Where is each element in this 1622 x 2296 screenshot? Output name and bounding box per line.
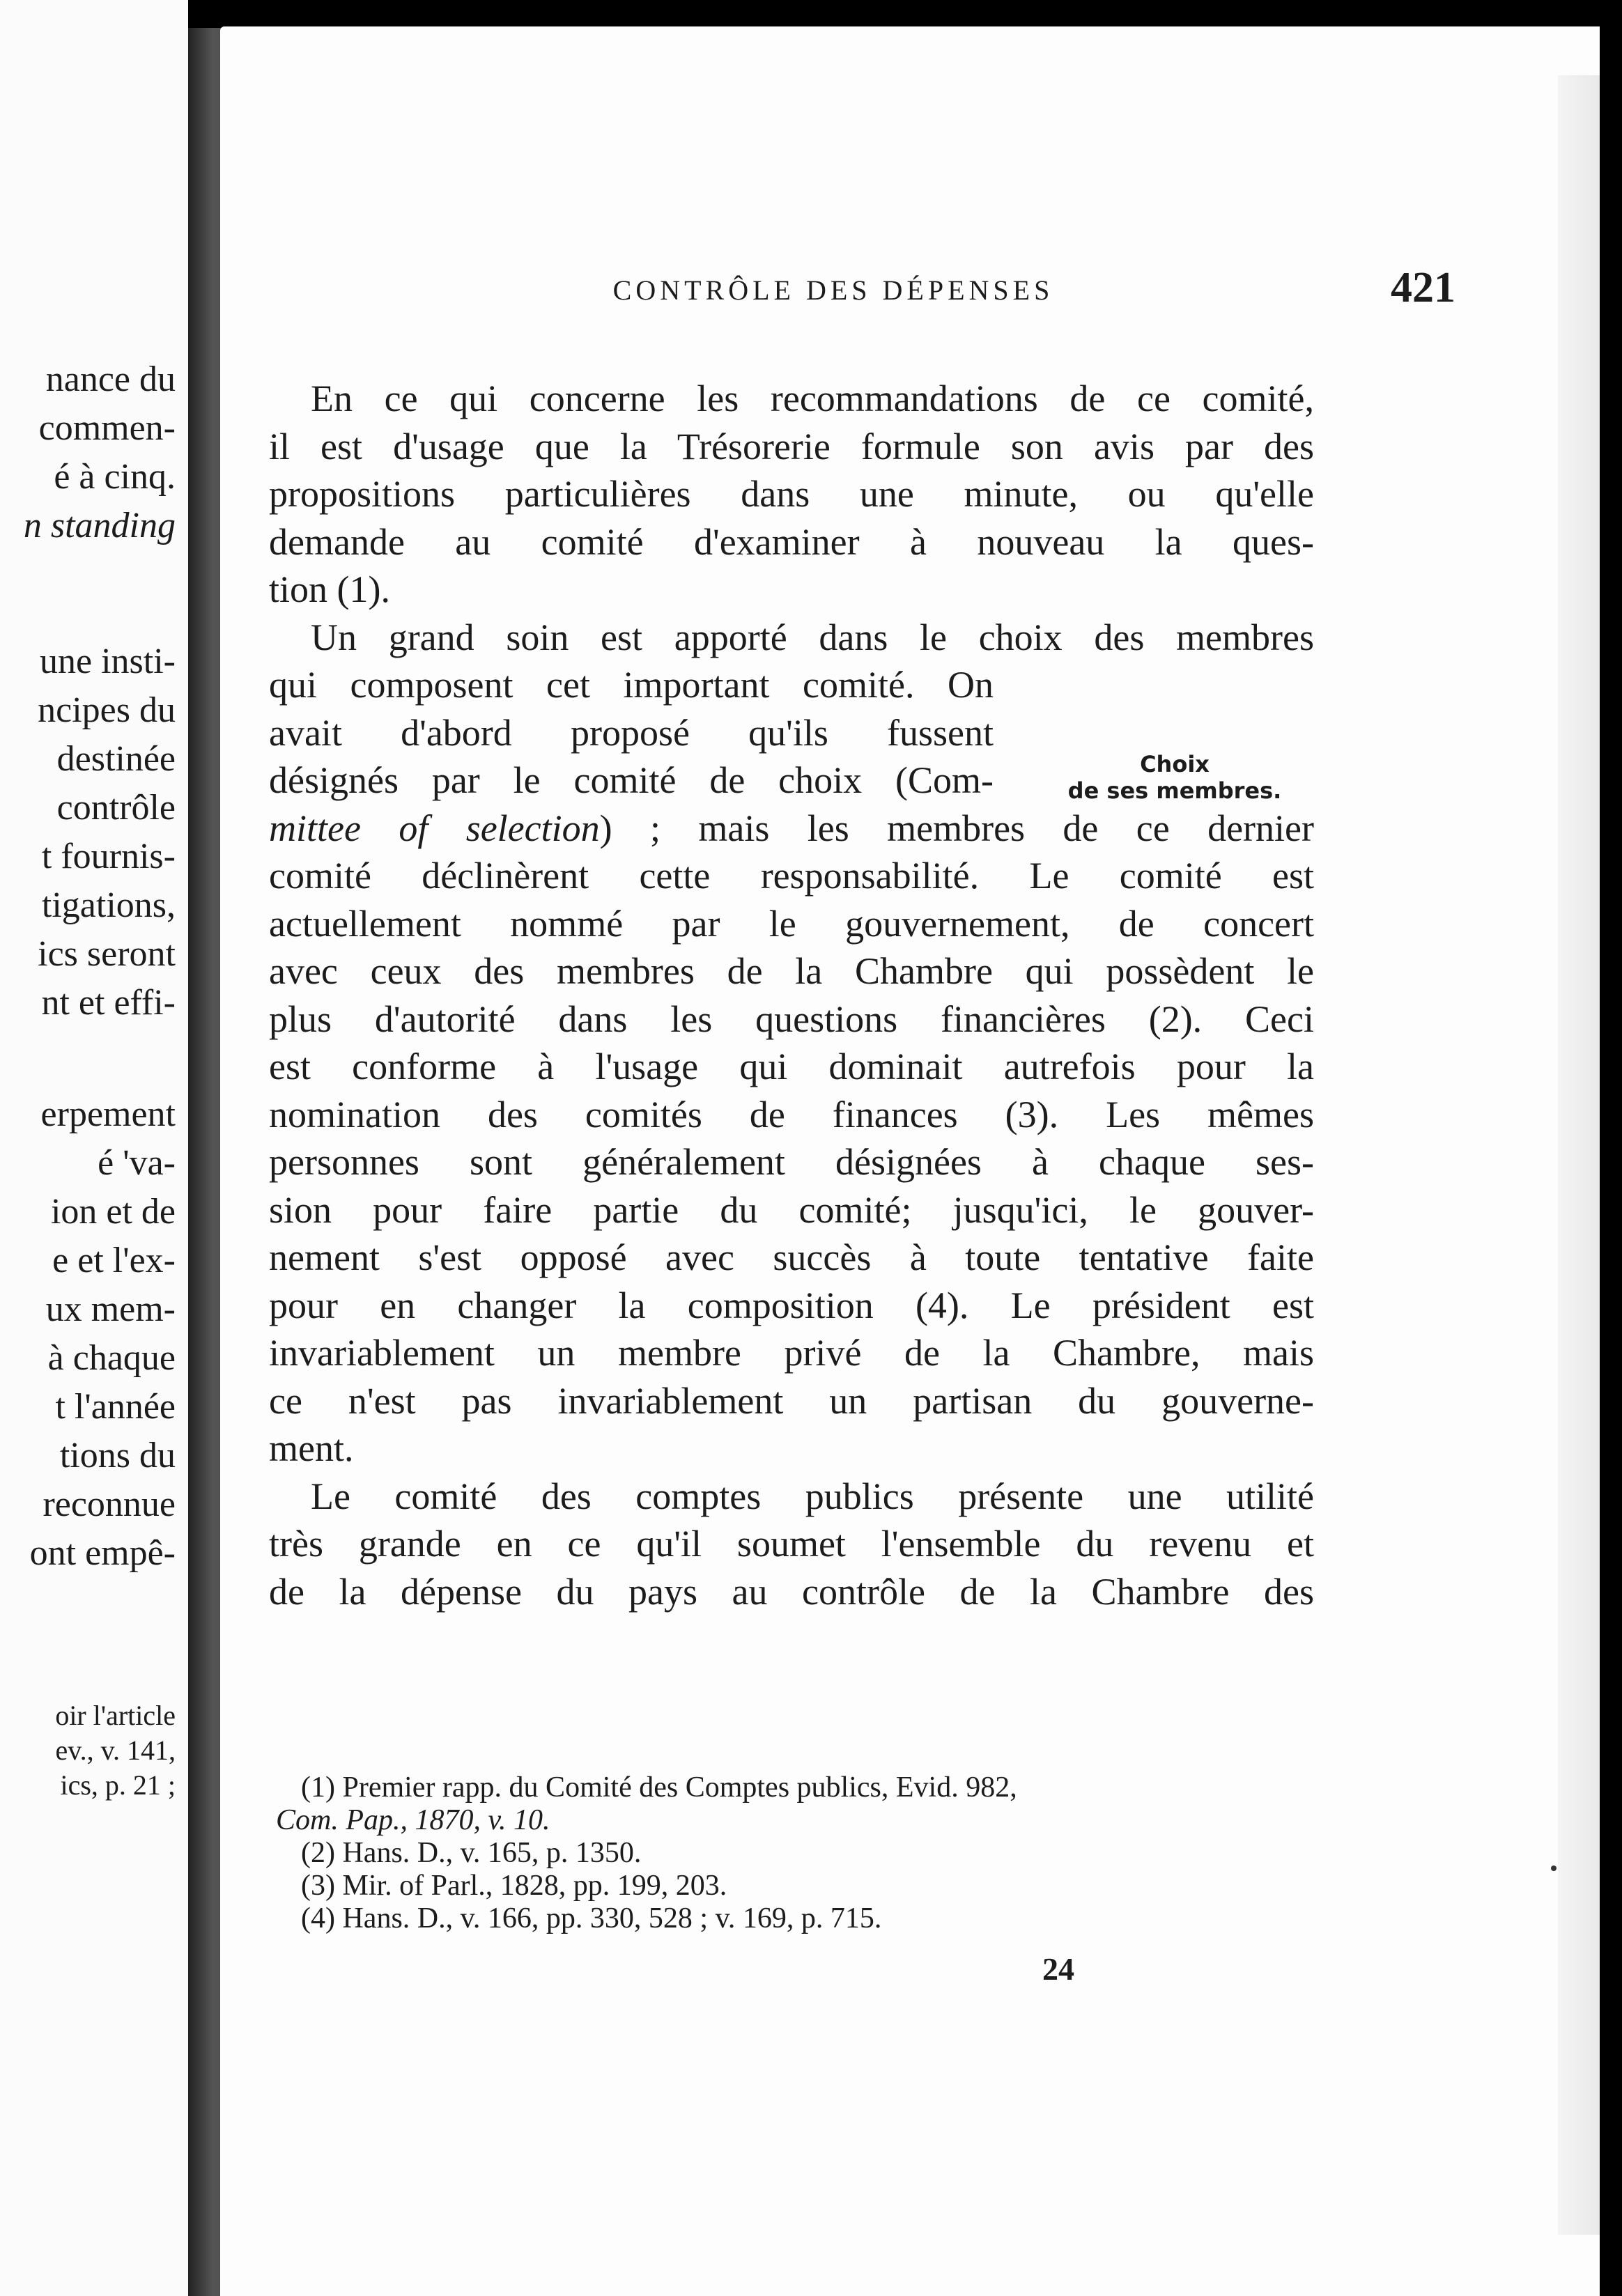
text-line: demande au comité d'examiner à nouveau la ques- [269, 520, 1314, 563]
page-number: 421 [1391, 264, 1455, 311]
text-line: personnes sont généralement désignées à chaque ses- [269, 1141, 1314, 1183]
left-page-line: t l'année [55, 1387, 176, 1427]
left-page-footnote-line: ics, p. 21 ; [60, 1769, 176, 1801]
text-line: En ce qui concerne les recommandations de ce comité, [311, 378, 1314, 419]
left-page-line: ont empê- [29, 1533, 176, 1573]
left-page-line: erpement [40, 1094, 176, 1134]
running-title: CONTRÔLE DES DÉPENSES [612, 274, 1054, 306]
left-page-footnote-line: ev., v. 141, [55, 1735, 176, 1766]
left-page-line: nt et effi- [41, 983, 176, 1023]
text-line: Le comité des comptes publics présente une utilité [311, 1475, 1314, 1517]
footnotes [276, 1771, 1321, 1935]
left-page-line: é 'va- [98, 1143, 176, 1183]
text-line: est conforme à l'usage qui dominait autrefois pour la [269, 1046, 1314, 1087]
text-line: nement s'est opposé avec succès à toute tentative faite [269, 1236, 1314, 1278]
text-line: avec ceux des membres de la Chambre qui possèdent le [269, 950, 1314, 992]
text-line: nomination des comités de finances (3). Les mêmes [269, 1093, 1314, 1135]
left-page-line: reconnue [43, 1484, 176, 1524]
text-line: qui composent cet important comité. On [269, 664, 994, 706]
left-page-line: commen- [38, 408, 176, 448]
text-line: invariablement un membre privé de la Chambre, mais [269, 1332, 1314, 1374]
text-line: tion (1). [269, 568, 390, 610]
text-line: ment. [269, 1427, 354, 1469]
text-line: comité déclinèrent cette responsabilité. Le comité est [269, 855, 1314, 897]
left-page-line: t fournis- [41, 837, 176, 876]
text-line: désignés par le comité de choix (Com- [269, 759, 994, 801]
margin-note-line: Choix [1140, 751, 1210, 777]
left-page-line: ux mem- [45, 1289, 176, 1329]
text-line: Un grand soin est apporté dans le choix des membres [311, 616, 1314, 658]
left-page-line: à chaque [47, 1338, 176, 1378]
footnote: (4) Hans. D., v. 166, pp. 330, 528 ; v. 169, p. 715. [301, 1902, 882, 1934]
text-line: pour en changer la composition (4). Le président est [269, 1284, 1314, 1326]
margin-note [1028, 751, 1321, 804]
text-line: plus d'autorité dans les questions financières (2). Ceci [269, 998, 1314, 1040]
text-line: il est d'usage que la Trésorerie formule son avis par des [269, 425, 1314, 467]
left-page-line: contrôle [56, 788, 176, 828]
footnote-continuation: Com. Pap., 1870, v. 10. [276, 1804, 550, 1836]
text-line: très grande en ce qu'il soumet l'ensemble du revenu et [269, 1523, 1314, 1565]
body-text [269, 375, 1314, 1615]
main-page [220, 26, 1600, 2296]
text-line: sion pour faire partie du comité; jusqu'ici, le gouver- [269, 1188, 1314, 1231]
left-page-line: n standing [23, 506, 176, 545]
footnote: (2) Hans. D., v. 165, p. 1350. [301, 1837, 642, 1869]
text-line: de la dépense du pays au contrôle de la Chambre des [269, 1570, 1314, 1613]
left-page-line: tions du [59, 1436, 176, 1475]
text-line: ce n'est pas invariablement un partisan du gouverne- [269, 1379, 1314, 1422]
left-page-line: ics seront [38, 934, 176, 974]
footnote: (3) Mir. of Parl., 1828, pp. 199, 203. [301, 1870, 727, 1902]
left-page-line: tigations, [41, 885, 176, 925]
text-fragment: ) ; mais les membres de ce dernier [599, 807, 1314, 849]
left-page-line: é à cinq. [54, 457, 176, 497]
left-page-line: e et l'ex- [52, 1241, 176, 1280]
text-line [269, 805, 1314, 853]
left-page-footnote-line: oir l'article [55, 1700, 176, 1731]
text-line: actuellement nommé par le gouvernement, de concert [269, 902, 1314, 945]
signature-mark: 24 [1042, 1951, 1074, 1987]
ink-speck [1551, 1866, 1557, 1871]
left-facing-page [0, 0, 188, 2296]
left-page-line: nance du [45, 359, 176, 399]
left-page-line: ion et de [50, 1192, 176, 1232]
margin-note-line: de ses membres. [1067, 777, 1282, 804]
italic-phrase: mittee of selection [269, 807, 600, 849]
left-page-line: une insti- [40, 642, 176, 681]
footnote: (1) Premier rapp. du Comité des Comptes publics, Evid. 982, [301, 1771, 1017, 1804]
text-line: avait d'abord proposé qu'ils fussent [269, 711, 994, 754]
text-line: propositions particulières dans une minute, ou qu'elle [269, 473, 1314, 515]
page-edge [1558, 75, 1600, 2235]
left-page-line: ncipes du [38, 690, 176, 730]
left-page-line: destinée [56, 739, 176, 779]
